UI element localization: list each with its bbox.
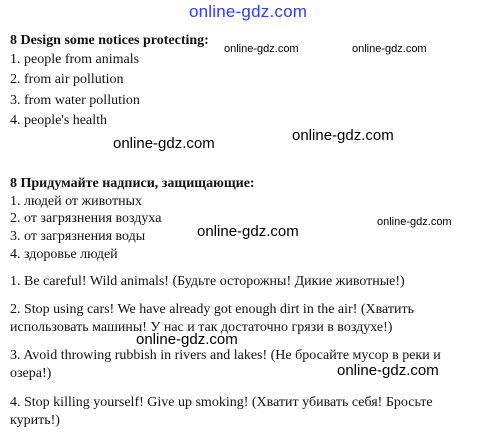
answer-3-line-2: озера!) — [10, 366, 52, 381]
watermark: online-gdz.com — [352, 43, 427, 55]
task-item-ru: 1. людей от животных — [10, 194, 143, 209]
task-item-en: 3. from water pollution — [10, 93, 140, 108]
watermark-top: online-gdz.com — [189, 2, 308, 21]
task-item-ru: 4. здоровье людей — [10, 247, 118, 262]
task-item-en: 2. from air pollution — [10, 72, 124, 87]
answer-1-line-1: 1. Be careful! Wild animals! (Будьте осторожны! Дикие животные!) — [10, 274, 405, 289]
watermark: online-gdz.com — [292, 127, 394, 144]
answer-4-line-1: 4. Stop killing yourself! Give up smoking! (Хватит убивать себя! Бросьте — [10, 395, 433, 410]
watermark: online-gdz.com — [224, 43, 299, 55]
answer-2-line-1: 2. Stop using cars! We have already got enough dirt in the air! (Хватить — [10, 302, 415, 317]
answer-3-line-1: 3. Avoid throwing rubbish in rivers and lakes! (Не бросайте мусор в реки и — [10, 348, 441, 363]
watermark: online-gdz.com — [337, 362, 439, 379]
watermark: online-gdz.com — [113, 135, 215, 152]
task-item-en: 4. people's health — [10, 113, 107, 128]
task-item-ru: 2. от загрязнения воздуха — [10, 211, 162, 226]
task-heading-en: 8 Design some notices protecting: — [10, 33, 209, 48]
task-item-ru: 3. от загрязнения воды — [10, 229, 146, 244]
answer-4-line-2: курить!) — [10, 413, 60, 428]
watermark: online-gdz.com — [136, 331, 238, 348]
watermark: online-gdz.com — [197, 223, 299, 240]
watermark: online-gdz.com — [377, 216, 452, 228]
task-item-en: 1. people from animals — [10, 52, 140, 67]
answer-2-line-2: использовать машины! У нас и так достаточно грязи в воздухе!) — [10, 320, 393, 335]
task-heading-ru: 8 Придумайте надписи, защищающие: — [10, 176, 255, 191]
